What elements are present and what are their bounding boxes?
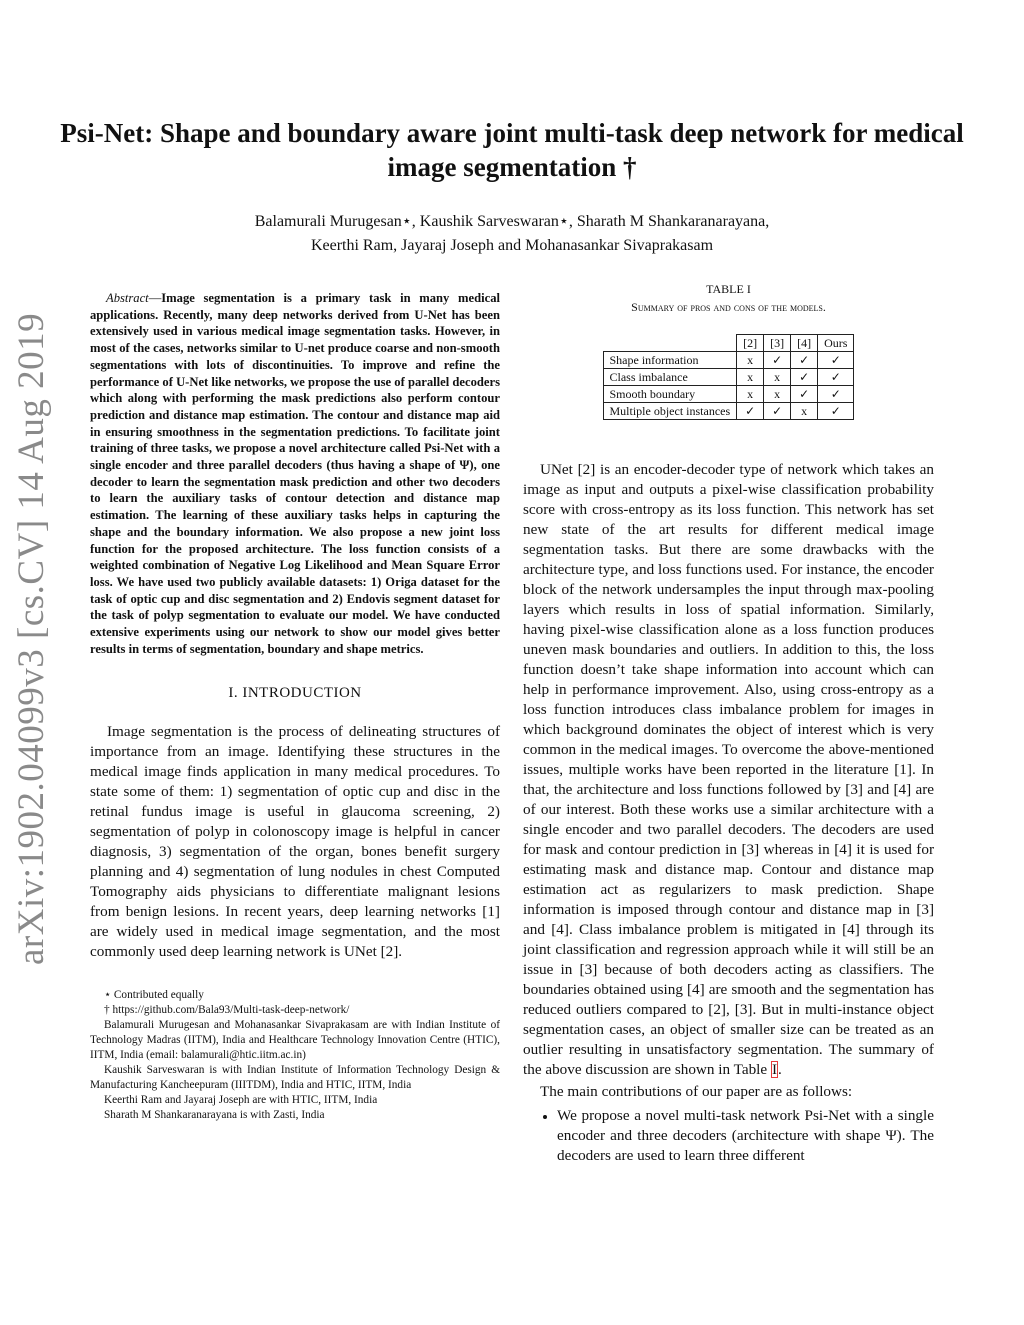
footnote-github: † https://github.com/Bala93/Multi-task-deep-network/ (104, 1004, 350, 1017)
table-header-row (603, 335, 854, 352)
author-line-2: Keerthi Ram, Jayaraj Joseph and Mohanasankar Sivaprakasam (310, 237, 714, 254)
table-cell: Class imbalance (603, 369, 737, 386)
table-cell: x (764, 386, 791, 403)
unet-paragraph-end: . (778, 1061, 782, 1078)
table-row (603, 369, 854, 386)
pros-cons-table (603, 334, 855, 420)
table-caption (523, 280, 934, 316)
footnotes (90, 988, 500, 1123)
table-cell: x (764, 369, 791, 386)
abstract-text: Image segmentation is a primary task in many medical applications. Recently, many deep networks derived from U-Net has been extensively used in various medical image segmentation tasks. However, in most of the cases, networks similar to U-net produce coarse and non-smooth segmentations with lots of discontinuities. To improve and refine the performance of U-Net like networks, we propose the use of parallel decoders which along with performing the mask predictions also perform contour prediction and distance map estimation. The contour and distance map aid in ensuring smoothness in the segmentation predictions. To facilitate joint training of three tasks, we propose a novel architecture called Psi-Net with a single encoder and three parallel decoders (thus having a shape of Ψ), one decoder to learn the segmentation mask prediction and other two decoders to learn the auxiliary tasks of contour detection and distance map estimation. The learning of these auxiliary tasks helps in capturing the shape and the boundary information. We also propose a new joint loss function for the proposed architecture. The loss function consists of a weighted combination of Negative Log Likelihood and Mean Square Error loss. We have used two publicly available datasets: 1) Origa dataset for the task of optic cup and disc segmentation and 2) Endovis segment dataset for the task of polyp segmentation to evaluate our model. We have conducted extensive experiments using our network to show our model gives better results in terms of segmentation, boundary and shape metrics. (90, 291, 500, 656)
footnote-affiliation-4: Sharath M Shankaranarayana is with Zasti, India (104, 1109, 325, 1122)
right-body (523, 460, 934, 1166)
table-header-cell: [3] (764, 335, 791, 352)
table-cell: ✓ (818, 386, 854, 403)
right-column (523, 280, 934, 1166)
table-cell: ✓ (764, 352, 791, 369)
table-cell: ✓ (818, 369, 854, 386)
table-caption-text: Summary of pros and cons of the models. (631, 300, 826, 314)
author-line-1: Balamurali Murugesan⋆, Kaushik Sarveswaran⋆, Sharath M Shankaranarayana, (254, 213, 770, 230)
contributions-list (523, 1106, 934, 1166)
table-header-cell: [4] (791, 335, 818, 352)
table-cell: Shape information (603, 352, 737, 369)
section-heading-introduction: I. INTRODUCTION (228, 685, 362, 702)
table-cell: ✓ (791, 386, 818, 403)
table-header-cell (603, 335, 737, 352)
unet-paragraph (523, 460, 934, 1080)
footnote-equal-contribution: ⋆ Contributed equally (104, 989, 204, 1002)
table-cell: x (737, 386, 764, 403)
table-row (603, 352, 854, 369)
table-cell: Smooth boundary (603, 386, 737, 403)
table-cell: ✓ (737, 403, 764, 420)
table-label: TABLE I (706, 282, 751, 296)
table-cell: ✓ (818, 403, 854, 420)
table-cell: x (737, 369, 764, 386)
paper-title: Psi-Net: Shape and boundary aware joint multi-task deep network for medical image segmentation † (60, 118, 964, 182)
arxiv-watermark: arXiv:1902.04099v3 [cs.CV] 14 Aug 2019 (11, 312, 52, 965)
introduction-paragraph: Image segmentation is the process of delineating structures of importance from an image. Identifying these structures in the medical image finds application in many medical procedures. To state some of them: 1) segmentation of optic cup and disc in the retinal fundus image is useful in glaucoma screening, 2) segmentation of polyp in colonoscopy image is helpful in cancer diagnosis, 3) segmentation of the organ, bones benefit surgery planning and 4) segmentation of lung nodules in chest Computed Tomography aids physicians to differentiate malignant lesions from benign lesions. In recent years, deep learning networks [1] are widely used in medical image segmentation, and the most commonly used deep learning network is UNet [2]. (90, 723, 500, 961)
left-column (90, 290, 500, 1123)
table-cell: Multiple object instances (603, 403, 737, 420)
table-cell: ✓ (791, 352, 818, 369)
table-cell: ✓ (818, 352, 854, 369)
contributions-intro: The main contributions of our paper are as follows: (540, 1083, 853, 1100)
table-row (603, 403, 854, 420)
abstract-label: Abstract — (106, 291, 161, 305)
abstract (90, 290, 500, 657)
footnote-affiliation-3: Keerthi Ram and Jayaraj Joseph are with HTIC, IITM, India (104, 1094, 378, 1107)
table-cell: x (737, 352, 764, 369)
table-row (603, 386, 854, 403)
footnote-affiliation-1: Balamurali Murugesan and Mohanasankar Sivaprakasam are with Indian Institute of Technology Madras (IITM), India and Healthcare Technology Innovation Centre (HTIC), IITM, India (email: balamurali@htic.iitm.ac.in) (90, 1019, 500, 1062)
table-header-cell: [2] (737, 335, 764, 352)
table-cell: ✓ (764, 403, 791, 420)
footnote-affiliation-2: Kaushik Sarveswaran is with Indian Institute of Information Technology Design & Manufacturing Kancheepuram (IIITDM), India and HTIC, IITM, India (90, 1064, 500, 1092)
table-reference-link[interactable]: I (771, 1061, 777, 1078)
author-list (110, 210, 914, 258)
table-cell: x (791, 403, 818, 420)
table-cell: ✓ (791, 369, 818, 386)
list-item: • We propose a novel multi-task network Psi-Net with a single encoder and three decoders (architecture with shape Ψ). The decoders are used to learn three different (557, 1106, 934, 1166)
unet-paragraph-text: UNet [2] is an encoder-decoder type of network which takes an image as input and outputs a pixel-wise classification probability score with cross-entropy as its loss function. This network has set new state of the art results for different medical image segmentation tasks. But there are some drawbacks with the architecture type, and loss functions used. For instance, the encoder block of the network undersamples the input through max-pooling layers which results in loss of spatial information. Similarly, having pixel-wise classification alone as a loss function produces uneven mask boundaries and outliers. In addition to this, the loss function doesn’t take shape information into account which can help in performance improvement. Also, using cross-entropy as a loss function introduces class imbalance problem for images in which background dominates the object of interest which is very common in the medical images. To overcome the above-mentioned issues, multiple works have been reported in the literature [1]. In that, the architecture and loss functions followed by [3] and [4] are of our interest. Both these works use a similar architecture with a single encoder and two parallel decoders. The decoders are used for mask and contour prediction in [3] whereas in [4] it is used for estimating mask and distance map. Contour and distance map estimation act as regularizers to mask prediction. Shape information is imposed through contour and distance map in [3] and [4]. Class imbalance problem is mitigated in [4] through its joint classification and regression approach while it will still be an issue in [3] because of both decoders acting as classifiers. The boundaries obtained using [4] are smooth and the segmentation has reduced outliers compared to [2], [3]. But in multi-instance object segmentation cases, an object of smaller size can be treated as an outlier resulting in unsatisfactory segmentation. The summary of the above discussion are shown in Table (523, 461, 934, 1078)
table-header-cell: Ours (818, 335, 854, 352)
